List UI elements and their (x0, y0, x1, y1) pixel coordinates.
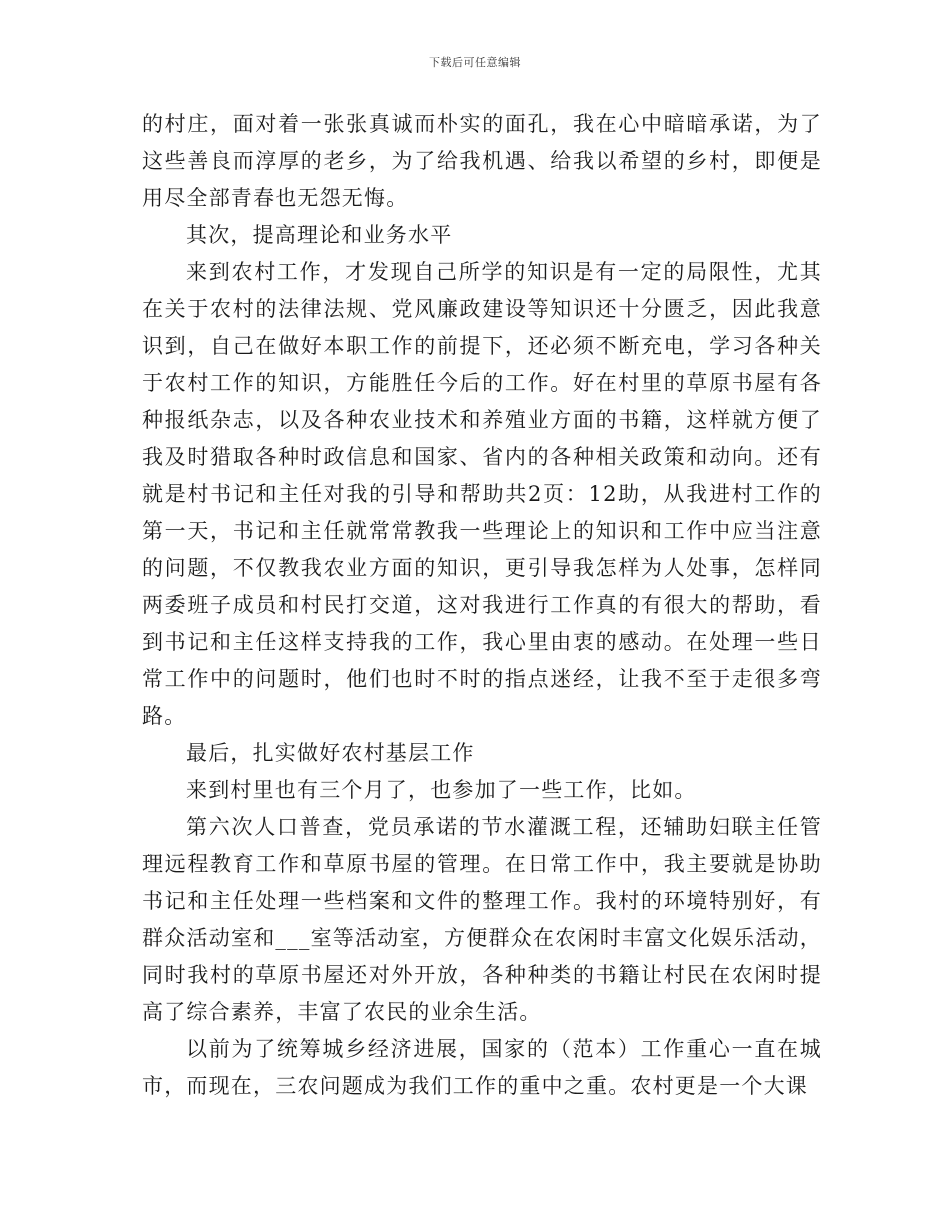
document-body (142, 106, 822, 1105)
page-header-note: 下载后可任意编辑 (429, 56, 521, 69)
section-heading: 最后，扎实做好农村基层工作 (186, 741, 475, 765)
paragraph: 第六次人口普查，党员承诺的节水灌溉工程，还辅助妇联主任管理远程教育工作和草原书屋的管理。在日常工作中，我主要就是协助书记和主任处理一些档案和文件的整理工作。我村的环境特别好，有群众活动室和___室等活动室，方便群众在农闲时丰富文化娱乐活动，同时我村的草原书屋还对外开放，各种种类的书籍让村民在农闲时提高了综合素养，丰富了农民的业余生活。 (142, 815, 822, 1024)
paragraph: 来到农村工作，才发现自己所学的知识是有一定的局限性，尤其在关于农村的法律法规、党风廉政建设等知识还十分匮乏，因此我意识到，自己在做好本职工作的前提下，还必须不断充电，学习各种关于农村工作的知识，方能胜任今后的工作。好在村里的草原书屋有各种报纸杂志，以及各种农业技术和养殖业方面的书籍，这样就方便了我及时猎取各种时政信息和国家、省内的各种相关政策和动向。还有就是村书记和主任对我的引导和帮助共2页：12助，从我进村工作的第一天，书记和主任就常常教我一些理论上的知识和工作中应当注意的问题，不仅教我农业方面的知识，更引导我怎样为人处事，怎样同两委班子成员和村民打交道，这对我进行工作真的有很大的帮助，看到书记和主任这样支持我的工作，我心里由衷的感动。在处理一些日常工作中的问题时，他们也时不时的指点迷经，让我不至于走很多弯路。 (142, 260, 822, 728)
section-heading: 其次，提高理论和业务水平 (186, 223, 453, 247)
paragraph: 的村庄，面对着一张张真诚而朴实的面孔，我在心中暗暗承诺，为了这些善良而淳厚的老乡，为了给我机遇、给我以希望的乡村，即便是用尽全部青春也无怨无悔。 (142, 112, 822, 210)
paragraph: 来到村里也有三个月了，也参加了一些工作，比如。 (186, 778, 697, 802)
paragraph: 以前为了统筹城乡经济进展，国家的（范本）工作重心一直在城市，而现在，三农问题成为我们工作的重中之重。农村更是一个大课 (142, 1037, 822, 1098)
